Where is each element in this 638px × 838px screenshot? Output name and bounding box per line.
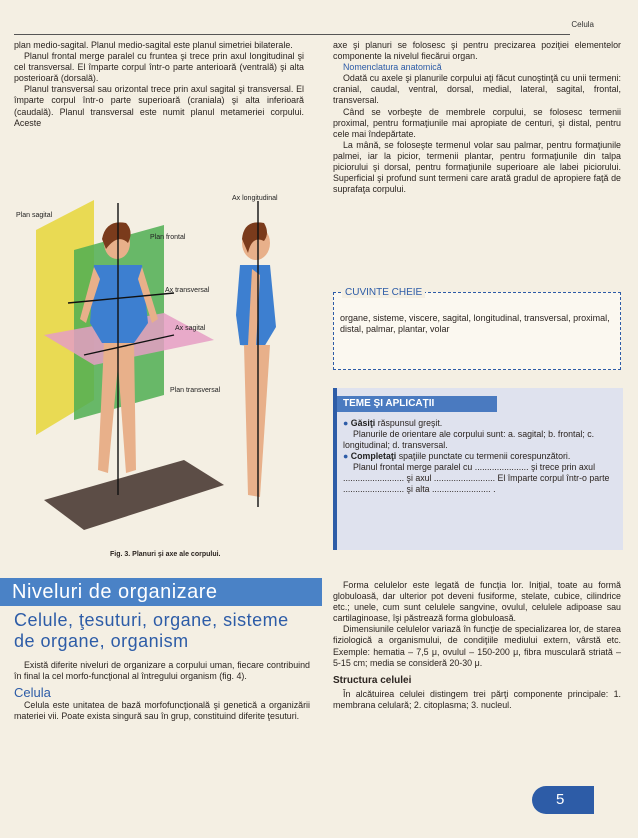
exercises-box (333, 388, 623, 550)
structure-heading: Structura celulei (333, 674, 412, 686)
section-band: Niveluri de organizare (0, 578, 322, 606)
key-terms-box (333, 287, 621, 370)
exercise-1-text: răspunsul greşit. (377, 418, 443, 428)
paragraph: Există diferite niveluri de organizare a corpului uman, fiecare contribuind în final la cel morfo-funcţional al întregului organism (fig. 4). (14, 660, 310, 682)
right-bottom-text (333, 580, 621, 711)
paragraph: La mână, se foloseşte termenul volar sau palmar, pentru formaţiunile palmei, iar la picior, termenii plantar, pentru formaţiunile din talpa piciorului şi dorsal, pentru formaţiunile superioare ale labei piciorului. Superficial şi profund sunt termeni care arată gradul de apropiere faţă de suprafaţa corpului. (333, 139, 621, 195)
bullet-icon: ● (343, 418, 349, 428)
section-heading: Nomenclatura anatomică (343, 62, 442, 73)
right-column-text (333, 40, 621, 195)
header-rule (14, 34, 570, 35)
paragraph: Când se vorbeşte de membrele corpului, se folosesc termenii proximal, pentru formaţiunile mai apropiate de centuri, şi distal, pentru cele mai îndepărtate. (333, 106, 621, 139)
celula-heading: Celula (14, 685, 51, 701)
exercise-2-text: spaţiile punctate cu termenii corespunzători. (398, 451, 571, 461)
label-ax-transversal: Ax transversal (165, 287, 210, 294)
label-ax-sagital: Ax sagital (175, 325, 206, 332)
paragraph: Celula este unitatea de bază morfofuncţională şi genetică a organizării materiei vii. Poate exista singură sau în grup, constituind diferite ţesuturi. (14, 700, 310, 722)
paragraph: În alcătuirea celulei distingem trei părţi componente principale: 1. membrana celulară; 2. citoplasma; 3. nucleul. (333, 688, 621, 710)
exercise-2-label: Completaţi (350, 451, 397, 461)
left-bottom-text (14, 660, 310, 722)
exercise-1-body: Planurile de orientare ale corpului sunt: a. sagital; b. frontal; c. longitudinal; d. transversal. (343, 429, 595, 450)
key-terms-text: organe, sisteme, viscere, sagital, longitudinal, transversal, proximal, distal, palmar, plantar, volar (340, 313, 610, 334)
paragraph: Dimensiunile celulelor variază în funcţie de specializarea lor, de starea fiziologică a organismului, de condiţiile mediului extern, vârstă etc. Exemple: hematia – 7,5 μ, ovulul – 150-200 μ, fibra musculară striată – 5-15 cm; media se consideră 20-30 μ. (333, 624, 621, 668)
paragraph: Forma celulelor este legată de funcţia lor. Iniţial, toate au formă globuloasă, dar ulterior pot deveni fusiforme, stelate, cubice, cilindrice etc.; unele, cum sunt celulele sangvine, ovulul, celulele adipoase sau cartilaginoase, îşi păstrează forma globuloasă. (333, 580, 621, 624)
paragraph: Planul transversal sau orizontal trece prin axul sagital şi transversal. El împarte corpul într-o parte superioară (craniala) şi alta inferioară (caudală). Planul transversal este numit planul metameriei corpului. Aceste (14, 84, 304, 128)
profile-legs (244, 345, 270, 497)
page-number: 5 (532, 786, 594, 814)
label-plan-transversal: Plan transversal (170, 387, 221, 394)
label-plan-frontal: Plan frontal (150, 234, 186, 241)
left-column-text (14, 40, 304, 129)
label-ax-longitudinal: Ax longitudinal (232, 195, 278, 202)
bullet-icon: ● (343, 451, 349, 461)
paragraph: Odată cu axele şi planurile corpului aţi făcut cunoştinţă cu unii termeni: cranial, caudal, ventral, dorsal, medial, lateral, sagital, frontal, transversal. (333, 73, 621, 106)
exercises-title: TEME ŞI APLICAŢII (337, 396, 497, 412)
body-planes-figure (14, 195, 314, 547)
paragraph: axe şi planuri se folosesc şi pentru precizarea poziţiei elementelor componente la nivelul fiecărui organ. (333, 40, 621, 62)
exercise-2-body: Planul frontal merge paralel cu ...................... şi trece prin axul ......................... şi axul ......................... El împarte corpul într-o parte ......................... şi alta ........................ . (343, 462, 610, 494)
key-terms-title: CUVINTE CHEIE (342, 287, 425, 298)
section-subhead: Celule, ţesuturi, organe, sisteme de organe, organism (14, 610, 289, 651)
paragraph: plan medio-sagital. Planul medio-sagital este planul simetriei bilaterale. (14, 40, 293, 50)
paragraph: Planul frontal merge paralel cu fruntea şi trece prin axul longitudinal şi cel transversal. El împarte corpul într-o parte anterioară (ventrală) şi alta posterioară (dorsală). (14, 51, 304, 84)
exercise-1-label: Găsiţi (350, 418, 376, 428)
running-head: Celula (571, 20, 594, 29)
label-plan-sagital: Plan sagital (16, 212, 53, 219)
figure-caption: Fig. 3. Planuri şi axe ale corpului. (110, 551, 221, 558)
